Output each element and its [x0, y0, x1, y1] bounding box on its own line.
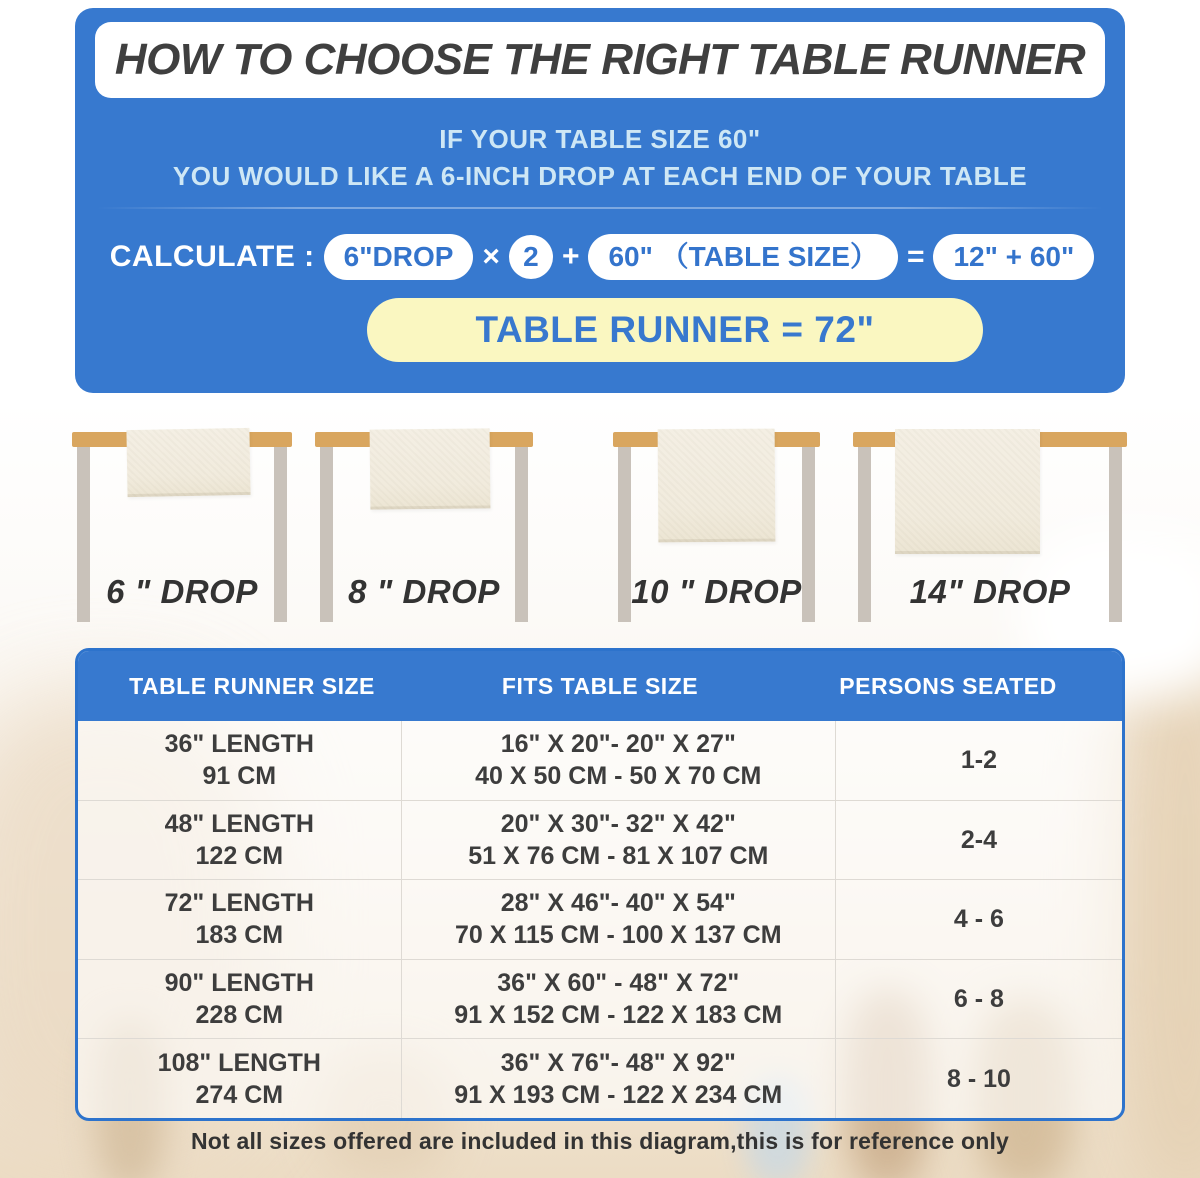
fits-size-inches: 20" X 30"- 32" X 42" [500, 809, 736, 838]
table-figure-14-drop [853, 425, 1127, 640]
table-figure-8-drop [315, 425, 533, 640]
fits-size-cell [402, 880, 836, 959]
table-runner-swatch [126, 428, 250, 497]
calculation-row [93, 232, 1111, 282]
fits-size-cm: 91 X 193 CM - 122 X 234 CM [454, 1080, 783, 1109]
factor-circle: 2 [509, 235, 553, 279]
size-chart-table [75, 648, 1125, 1121]
runner-size-cell [78, 960, 402, 1039]
runner-size-cm: 122 CM [195, 841, 284, 870]
column-header-fits-table-size: FITS TABLE SIZE [501, 672, 699, 699]
page-title: HOW TO CHOOSE THE RIGHT TABLE RUNNER [114, 35, 1086, 84]
table-runner-swatch [895, 429, 1040, 554]
fits-size-cm: 40 X 50 CM - 50 X 70 CM [475, 762, 762, 791]
result-pill: TABLE RUNNER = 72" [367, 298, 983, 362]
plus-operator: + [561, 240, 580, 273]
runner-size-inches: 108" LENGTH [157, 1048, 321, 1077]
persons-seated-value: 8 - 10 [946, 1064, 1011, 1093]
table-row [78, 800, 1122, 880]
persons-seated-cell [836, 801, 1122, 880]
fits-size-cell [402, 1039, 836, 1118]
runner-size-cell [78, 721, 402, 800]
subtitle-line-2: YOU WOULD LIKE A 6-INCH DROP AT EACH END OF YOUR TABLE [172, 161, 1028, 191]
multiply-operator: × [482, 240, 500, 273]
footer-note: Not all sizes offered are included in this diagram,this is for reference only [190, 1128, 1010, 1154]
runner-size-cm: 91 CM [202, 762, 277, 791]
fits-size-cm: 91 X 152 CM - 122 X 183 CM [454, 1001, 783, 1030]
table-runner-swatch [370, 428, 491, 509]
runner-size-cell [78, 880, 402, 959]
fits-size-cell [402, 801, 836, 880]
table-body [78, 721, 1122, 1118]
fits-size-inches: 36" X 76"- 48" X 92" [500, 1048, 736, 1077]
table-figure-6-drop [72, 425, 292, 640]
header-panel [75, 8, 1125, 393]
table-header-row [78, 651, 1122, 721]
fits-size-inches: 28" X 46"- 40" X 54" [500, 889, 736, 918]
fits-size-cm: 70 X 115 CM - 100 X 137 CM [454, 921, 782, 950]
drop-label: 6 " DROP [106, 573, 258, 610]
column-header-persons-seated: PERSONS SEATED [839, 672, 1057, 699]
runner-size-inches: 36" LENGTH [164, 730, 314, 759]
column-header-runner-size: TABLE RUNNER SIZE [129, 672, 375, 699]
calculate-label: CALCULATE : [109, 240, 315, 273]
subtitle-line-1: IF YOUR TABLE SIZE 60" [439, 124, 761, 154]
drop-label: 10 " DROP [631, 573, 802, 610]
fits-size-inches: 36" X 60" - 48" X 72" [497, 969, 740, 998]
runner-size-cm: 228 CM [195, 1001, 284, 1030]
runner-size-inches: 48" LENGTH [164, 809, 314, 838]
persons-seated-cell [836, 880, 1122, 959]
drop-label: 8 " DROP [348, 573, 500, 610]
table-row [78, 721, 1122, 800]
title-banner [95, 22, 1105, 98]
table-row [78, 959, 1122, 1039]
runner-size-inches: 90" LENGTH [164, 969, 314, 998]
runner-size-cm: 274 CM [195, 1080, 284, 1109]
fits-size-inches: 16" X 20"- 20" X 27" [500, 730, 736, 759]
equals-operator: = [906, 240, 925, 273]
persons-seated-cell [836, 721, 1122, 800]
table-row [78, 1038, 1122, 1118]
table-runner-swatch [658, 429, 776, 543]
runner-size-cell [78, 1039, 402, 1118]
drop-pill: 6"DROP [324, 234, 474, 280]
fits-size-cell [402, 721, 836, 800]
persons-seated-cell [836, 960, 1122, 1039]
runner-size-inches: 72" LENGTH [164, 889, 314, 918]
fits-size-cm: 51 X 76 CM - 81 X 107 CM [468, 841, 769, 870]
runner-size-cm: 183 CM [195, 921, 284, 950]
persons-seated-value: 1-2 [960, 746, 998, 775]
fits-size-cell [402, 960, 836, 1039]
persons-seated-value: 2-4 [960, 825, 998, 854]
table-size-pill: 60" （TABLE SIZE） [588, 234, 897, 280]
persons-seated-cell [836, 1039, 1122, 1118]
sum-pill: 12" + 60" [933, 234, 1094, 280]
runner-size-cell [78, 801, 402, 880]
table-row [78, 879, 1122, 959]
table-figure-10-drop [613, 425, 820, 640]
persons-seated-value: 6 - 8 [953, 985, 1004, 1014]
persons-seated-value: 4 - 6 [953, 905, 1004, 934]
divider [97, 207, 1103, 209]
drop-label: 14" DROP [909, 573, 1071, 610]
